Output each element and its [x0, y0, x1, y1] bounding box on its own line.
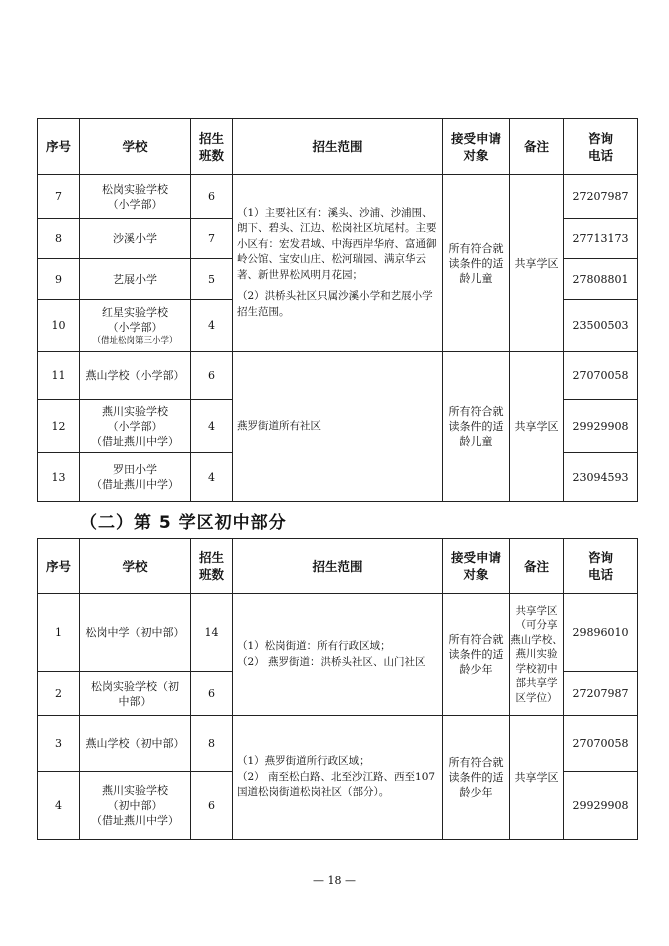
row-classes: 5: [191, 259, 233, 300]
row-classes: 4: [191, 300, 233, 352]
row-phone: 27070058: [564, 352, 638, 400]
range-cell: 燕罗街道所有社区: [233, 352, 443, 502]
header-phone: 咨询 电话: [564, 539, 638, 594]
section-title: （二）第 5 学区初中部分: [80, 513, 287, 533]
range-cell: （1）主要社区有：溪头、沙浦、沙浦围、朗下、碧头、江边、松岗社区坑尾村。主要小区有：宏发君域、中海西岸华府、富通御岭公馆、宝安山庄、松河瑞园、满京华云著、新世界松风明月花园； （2）洪桥头社区只属沙溪小学和艺展小学招生范围。: [233, 175, 443, 352]
row-seq: 9: [38, 259, 80, 300]
row-seq: 12: [38, 400, 80, 453]
header-seq: 序号: [38, 119, 80, 175]
table-row: [38, 352, 638, 400]
note-cell: 共享学区 （可分享 燕山学校、 燕川实验 学校初中 部共享学 区学位）: [510, 594, 564, 716]
page-number: — 18 —: [313, 874, 356, 887]
row-classes: 6: [191, 772, 233, 840]
table-header-row: [38, 539, 638, 594]
accept-cell: 所有符合就 读条件的适 龄儿童: [443, 175, 510, 352]
row-classes: 4: [191, 400, 233, 453]
row-classes: 8: [191, 716, 233, 772]
row-phone: 29896010: [564, 594, 638, 672]
row-seq: 2: [38, 672, 80, 716]
accept-cell: 所有符合就 读条件的适 龄儿童: [443, 352, 510, 502]
row-school: 燕川实验学校 （小学部） （借址燕川中学）: [80, 400, 191, 453]
row-seq: 11: [38, 352, 80, 400]
header-school: 学校: [80, 119, 191, 175]
header-accept: 接受申请 对象: [443, 119, 510, 175]
table-header-row: [38, 119, 638, 175]
table-row: [38, 175, 638, 219]
row-school: 罗田小学 （借址燕川中学）: [80, 453, 191, 502]
row-classes: 6: [191, 672, 233, 716]
row-seq: 7: [38, 175, 80, 219]
row-school: 松岗中学（初中部）: [80, 594, 191, 672]
note-cell: 共享学区: [510, 352, 564, 502]
table-row: [38, 716, 638, 772]
row-seq: 10: [38, 300, 80, 352]
middle-school-table: [37, 538, 638, 840]
row-classes: 14: [191, 594, 233, 672]
accept-cell: 所有符合就 读条件的适 龄少年: [443, 594, 510, 716]
row-classes: 6: [191, 352, 233, 400]
row-school: 燕山学校（初中部）: [80, 716, 191, 772]
row-phone: 23094593: [564, 453, 638, 502]
row-classes: 6: [191, 175, 233, 219]
row-phone: 23500503: [564, 300, 638, 352]
header-range: 招生范围: [233, 119, 443, 175]
row-classes: 7: [191, 219, 233, 259]
header-school: 学校: [80, 539, 191, 594]
row-seq: 13: [38, 453, 80, 502]
header-phone: 咨询 电话: [564, 119, 638, 175]
row-seq: 3: [38, 716, 80, 772]
row-phone: 27808801: [564, 259, 638, 300]
range-cell: （1）燕罗街道所行政区域； （2） 南至松白路、北至沙江路、西至107 国道松岗街道松岗社区（部分）。: [233, 716, 443, 840]
header-seq: 序号: [38, 539, 80, 594]
table-row: [38, 594, 638, 672]
row-school: 松岗实验学校 （小学部）: [80, 175, 191, 219]
row-phone: 29929908: [564, 772, 638, 840]
row-school: 松岗实验学校（初 中部）: [80, 672, 191, 716]
row-school: 燕山学校（小学部）: [80, 352, 191, 400]
row-classes: 4: [191, 453, 233, 502]
row-seq: 4: [38, 772, 80, 840]
row-seq: 8: [38, 219, 80, 259]
row-phone: 27207987: [564, 175, 638, 219]
accept-cell: 所有符合就 读条件的适 龄少年: [443, 716, 510, 840]
row-school: 艺展小学: [80, 259, 191, 300]
row-phone: 27070058: [564, 716, 638, 772]
row-phone: 27207987: [564, 672, 638, 716]
primary-school-table: [37, 118, 638, 502]
row-phone: 29929908: [564, 400, 638, 453]
range-cell: （1）松岗街道：所有行政区域； （2） 燕罗街道：洪桥头社区、山门社区: [233, 594, 443, 716]
header-classes: 招生 班数: [191, 119, 233, 175]
note-cell: 共享学区: [510, 175, 564, 352]
header-classes: 招生 班数: [191, 539, 233, 594]
row-school: 沙溪小学: [80, 219, 191, 259]
row-school: 燕川实验学校 （初中部） （借址燕川中学）: [80, 772, 191, 840]
row-phone: 27713173: [564, 219, 638, 259]
note-cell: 共享学区: [510, 716, 564, 840]
header-note: 备注: [510, 119, 564, 175]
header-note: 备注: [510, 539, 564, 594]
row-seq: 1: [38, 594, 80, 672]
row-school: 红星实验学校 （小学部） （借址松岗第三小学）: [80, 300, 191, 352]
header-range: 招生范围: [233, 539, 443, 594]
header-accept: 接受申请 对象: [443, 539, 510, 594]
